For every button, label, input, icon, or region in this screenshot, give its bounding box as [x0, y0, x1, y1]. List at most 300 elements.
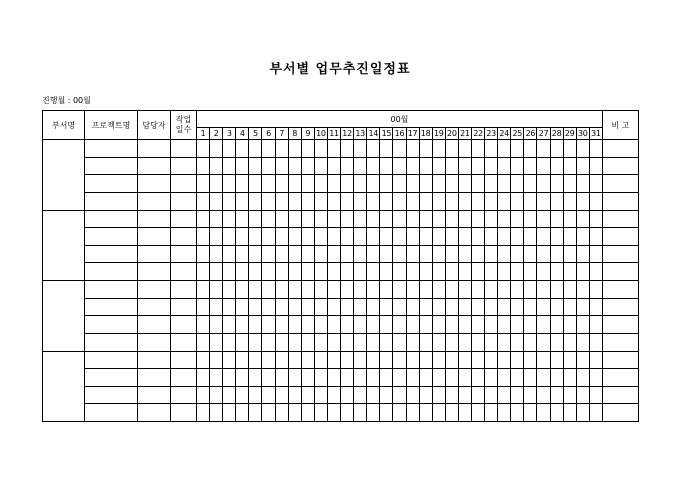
day-cell[interactable] — [223, 281, 236, 299]
day-cell[interactable] — [419, 298, 432, 316]
day-cell[interactable] — [301, 351, 314, 369]
note-cell[interactable] — [602, 263, 638, 281]
day-cell[interactable] — [498, 140, 511, 158]
day-cell[interactable] — [419, 316, 432, 334]
day-cell[interactable] — [563, 228, 576, 246]
day-cell[interactable] — [314, 140, 327, 158]
day-cell[interactable] — [445, 140, 458, 158]
day-cell[interactable] — [288, 140, 301, 158]
day-cell[interactable] — [354, 228, 367, 246]
project-cell[interactable] — [85, 298, 138, 316]
day-cell[interactable] — [197, 228, 210, 246]
day-cell[interactable] — [550, 333, 563, 351]
day-cell[interactable] — [327, 281, 340, 299]
day-cell[interactable] — [367, 369, 380, 387]
day-cell[interactable] — [210, 316, 223, 334]
day-cell[interactable] — [288, 298, 301, 316]
day-cell[interactable] — [432, 228, 445, 246]
day-cell[interactable] — [262, 263, 275, 281]
note-cell[interactable] — [602, 404, 638, 422]
day-cell[interactable] — [262, 351, 275, 369]
day-cell[interactable] — [223, 192, 236, 210]
day-cell[interactable] — [327, 210, 340, 228]
day-cell[interactable] — [419, 369, 432, 387]
day-cell[interactable] — [589, 369, 602, 387]
day-cell[interactable] — [327, 228, 340, 246]
day-cell[interactable] — [301, 369, 314, 387]
day-cell[interactable] — [197, 140, 210, 158]
day-cell[interactable] — [406, 140, 419, 158]
day-cell[interactable] — [537, 351, 550, 369]
day-cell[interactable] — [432, 386, 445, 404]
day-cell[interactable] — [249, 298, 262, 316]
day-cell[interactable] — [341, 140, 354, 158]
day-cell[interactable] — [393, 175, 406, 193]
day-cell[interactable] — [288, 386, 301, 404]
day-cell[interactable] — [301, 316, 314, 334]
day-cell[interactable] — [197, 404, 210, 422]
work-days-cell[interactable] — [171, 228, 197, 246]
note-cell[interactable] — [602, 281, 638, 299]
day-cell[interactable] — [524, 228, 537, 246]
project-cell[interactable] — [85, 281, 138, 299]
day-cell[interactable] — [301, 404, 314, 422]
day-cell[interactable] — [445, 175, 458, 193]
day-cell[interactable] — [458, 404, 471, 422]
day-cell[interactable] — [432, 333, 445, 351]
day-cell[interactable] — [210, 386, 223, 404]
day-cell[interactable] — [262, 157, 275, 175]
day-cell[interactable] — [223, 228, 236, 246]
work-days-cell[interactable] — [171, 263, 197, 281]
day-cell[interactable] — [485, 175, 498, 193]
day-cell[interactable] — [524, 245, 537, 263]
day-cell[interactable] — [537, 263, 550, 281]
manager-cell[interactable] — [138, 281, 171, 299]
day-cell[interactable] — [511, 263, 524, 281]
project-cell[interactable] — [85, 140, 138, 158]
project-cell[interactable] — [85, 210, 138, 228]
day-cell[interactable] — [485, 333, 498, 351]
day-cell[interactable] — [380, 404, 393, 422]
day-cell[interactable] — [367, 175, 380, 193]
day-cell[interactable] — [589, 210, 602, 228]
day-cell[interactable] — [354, 298, 367, 316]
day-cell[interactable] — [563, 175, 576, 193]
day-cell[interactable] — [262, 386, 275, 404]
day-cell[interactable] — [301, 175, 314, 193]
day-cell[interactable] — [275, 316, 288, 334]
day-cell[interactable] — [249, 333, 262, 351]
day-cell[interactable] — [236, 404, 249, 422]
day-cell[interactable] — [471, 175, 484, 193]
manager-cell[interactable] — [138, 404, 171, 422]
day-cell[interactable] — [563, 404, 576, 422]
day-cell[interactable] — [341, 369, 354, 387]
day-cell[interactable] — [275, 281, 288, 299]
project-cell[interactable] — [85, 175, 138, 193]
day-cell[interactable] — [445, 192, 458, 210]
manager-cell[interactable] — [138, 175, 171, 193]
day-cell[interactable] — [223, 316, 236, 334]
day-cell[interactable] — [485, 298, 498, 316]
day-cell[interactable] — [210, 175, 223, 193]
day-cell[interactable] — [197, 281, 210, 299]
day-cell[interactable] — [197, 351, 210, 369]
day-cell[interactable] — [393, 386, 406, 404]
day-cell[interactable] — [288, 333, 301, 351]
day-cell[interactable] — [589, 316, 602, 334]
day-cell[interactable] — [511, 386, 524, 404]
day-cell[interactable] — [223, 351, 236, 369]
day-cell[interactable] — [288, 157, 301, 175]
day-cell[interactable] — [485, 157, 498, 175]
day-cell[interactable] — [210, 298, 223, 316]
day-cell[interactable] — [288, 281, 301, 299]
day-cell[interactable] — [524, 210, 537, 228]
day-cell[interactable] — [471, 281, 484, 299]
day-cell[interactable] — [275, 351, 288, 369]
day-cell[interactable] — [367, 210, 380, 228]
project-cell[interactable] — [85, 351, 138, 369]
day-cell[interactable] — [485, 192, 498, 210]
note-cell[interactable] — [602, 192, 638, 210]
day-cell[interactable] — [485, 210, 498, 228]
note-cell[interactable] — [602, 369, 638, 387]
day-cell[interactable] — [406, 228, 419, 246]
day-cell[interactable] — [327, 263, 340, 281]
day-cell[interactable] — [301, 228, 314, 246]
note-cell[interactable] — [602, 140, 638, 158]
day-cell[interactable] — [576, 351, 589, 369]
day-cell[interactable] — [498, 210, 511, 228]
day-cell[interactable] — [485, 369, 498, 387]
day-cell[interactable] — [498, 157, 511, 175]
manager-cell[interactable] — [138, 351, 171, 369]
day-cell[interactable] — [341, 245, 354, 263]
day-cell[interactable] — [419, 228, 432, 246]
day-cell[interactable] — [589, 386, 602, 404]
day-cell[interactable] — [458, 263, 471, 281]
day-cell[interactable] — [223, 298, 236, 316]
day-cell[interactable] — [262, 369, 275, 387]
day-cell[interactable] — [498, 263, 511, 281]
day-cell[interactable] — [367, 263, 380, 281]
day-cell[interactable] — [471, 192, 484, 210]
day-cell[interactable] — [589, 351, 602, 369]
day-cell[interactable] — [537, 298, 550, 316]
day-cell[interactable] — [432, 298, 445, 316]
day-cell[interactable] — [498, 298, 511, 316]
day-cell[interactable] — [249, 192, 262, 210]
day-cell[interactable] — [432, 157, 445, 175]
day-cell[interactable] — [550, 404, 563, 422]
day-cell[interactable] — [327, 157, 340, 175]
note-cell[interactable] — [602, 245, 638, 263]
day-cell[interactable] — [458, 245, 471, 263]
day-cell[interactable] — [249, 228, 262, 246]
day-cell[interactable] — [498, 369, 511, 387]
day-cell[interactable] — [314, 404, 327, 422]
day-cell[interactable] — [197, 175, 210, 193]
day-cell[interactable] — [341, 281, 354, 299]
day-cell[interactable] — [197, 298, 210, 316]
day-cell[interactable] — [445, 245, 458, 263]
day-cell[interactable] — [275, 175, 288, 193]
day-cell[interactable] — [236, 140, 249, 158]
day-cell[interactable] — [314, 316, 327, 334]
day-cell[interactable] — [445, 298, 458, 316]
day-cell[interactable] — [249, 157, 262, 175]
day-cell[interactable] — [288, 175, 301, 193]
day-cell[interactable] — [406, 298, 419, 316]
day-cell[interactable] — [589, 263, 602, 281]
day-cell[interactable] — [406, 263, 419, 281]
day-cell[interactable] — [511, 333, 524, 351]
day-cell[interactable] — [471, 404, 484, 422]
day-cell[interactable] — [223, 175, 236, 193]
day-cell[interactable] — [485, 140, 498, 158]
day-cell[interactable] — [288, 245, 301, 263]
day-cell[interactable] — [301, 298, 314, 316]
manager-cell[interactable] — [138, 245, 171, 263]
day-cell[interactable] — [197, 369, 210, 387]
day-cell[interactable] — [367, 192, 380, 210]
manager-cell[interactable] — [138, 140, 171, 158]
day-cell[interactable] — [576, 175, 589, 193]
day-cell[interactable] — [406, 333, 419, 351]
manager-cell[interactable] — [138, 316, 171, 334]
day-cell[interactable] — [236, 210, 249, 228]
day-cell[interactable] — [275, 333, 288, 351]
day-cell[interactable] — [262, 404, 275, 422]
day-cell[interactable] — [406, 404, 419, 422]
day-cell[interactable] — [380, 192, 393, 210]
manager-cell[interactable] — [138, 157, 171, 175]
day-cell[interactable] — [354, 369, 367, 387]
day-cell[interactable] — [498, 386, 511, 404]
day-cell[interactable] — [485, 404, 498, 422]
day-cell[interactable] — [314, 333, 327, 351]
day-cell[interactable] — [197, 386, 210, 404]
day-cell[interactable] — [485, 263, 498, 281]
day-cell[interactable] — [406, 316, 419, 334]
project-cell[interactable] — [85, 157, 138, 175]
day-cell[interactable] — [589, 157, 602, 175]
day-cell[interactable] — [576, 157, 589, 175]
work-days-cell[interactable] — [171, 316, 197, 334]
day-cell[interactable] — [380, 386, 393, 404]
day-cell[interactable] — [498, 316, 511, 334]
day-cell[interactable] — [223, 369, 236, 387]
day-cell[interactable] — [471, 333, 484, 351]
day-cell[interactable] — [432, 210, 445, 228]
day-cell[interactable] — [419, 210, 432, 228]
day-cell[interactable] — [223, 157, 236, 175]
day-cell[interactable] — [524, 157, 537, 175]
day-cell[interactable] — [327, 192, 340, 210]
day-cell[interactable] — [393, 369, 406, 387]
day-cell[interactable] — [432, 369, 445, 387]
day-cell[interactable] — [380, 369, 393, 387]
day-cell[interactable] — [380, 263, 393, 281]
day-cell[interactable] — [458, 351, 471, 369]
day-cell[interactable] — [550, 351, 563, 369]
day-cell[interactable] — [419, 333, 432, 351]
day-cell[interactable] — [393, 404, 406, 422]
day-cell[interactable] — [288, 228, 301, 246]
dept-cell[interactable] — [43, 140, 85, 211]
day-cell[interactable] — [458, 210, 471, 228]
day-cell[interactable] — [367, 386, 380, 404]
day-cell[interactable] — [288, 351, 301, 369]
day-cell[interactable] — [537, 157, 550, 175]
day-cell[interactable] — [314, 298, 327, 316]
day-cell[interactable] — [210, 192, 223, 210]
day-cell[interactable] — [576, 298, 589, 316]
day-cell[interactable] — [524, 281, 537, 299]
day-cell[interactable] — [341, 175, 354, 193]
day-cell[interactable] — [498, 192, 511, 210]
day-cell[interactable] — [367, 245, 380, 263]
dept-cell[interactable] — [43, 281, 85, 352]
day-cell[interactable] — [563, 369, 576, 387]
day-cell[interactable] — [327, 369, 340, 387]
day-cell[interactable] — [249, 386, 262, 404]
work-days-cell[interactable] — [171, 333, 197, 351]
day-cell[interactable] — [197, 245, 210, 263]
day-cell[interactable] — [445, 333, 458, 351]
day-cell[interactable] — [197, 263, 210, 281]
day-cell[interactable] — [471, 157, 484, 175]
day-cell[interactable] — [524, 263, 537, 281]
day-cell[interactable] — [550, 228, 563, 246]
day-cell[interactable] — [406, 245, 419, 263]
day-cell[interactable] — [275, 369, 288, 387]
day-cell[interactable] — [197, 210, 210, 228]
day-cell[interactable] — [314, 175, 327, 193]
day-cell[interactable] — [236, 192, 249, 210]
day-cell[interactable] — [223, 263, 236, 281]
day-cell[interactable] — [288, 316, 301, 334]
manager-cell[interactable] — [138, 210, 171, 228]
day-cell[interactable] — [458, 386, 471, 404]
day-cell[interactable] — [327, 245, 340, 263]
day-cell[interactable] — [537, 228, 550, 246]
work-days-cell[interactable] — [171, 175, 197, 193]
work-days-cell[interactable] — [171, 140, 197, 158]
note-cell[interactable] — [602, 316, 638, 334]
day-cell[interactable] — [249, 210, 262, 228]
manager-cell[interactable] — [138, 192, 171, 210]
day-cell[interactable] — [511, 351, 524, 369]
project-cell[interactable] — [85, 228, 138, 246]
work-days-cell[interactable] — [171, 157, 197, 175]
day-cell[interactable] — [223, 386, 236, 404]
day-cell[interactable] — [432, 140, 445, 158]
day-cell[interactable] — [537, 245, 550, 263]
day-cell[interactable] — [563, 316, 576, 334]
day-cell[interactable] — [327, 404, 340, 422]
day-cell[interactable] — [354, 175, 367, 193]
day-cell[interactable] — [550, 298, 563, 316]
day-cell[interactable] — [511, 316, 524, 334]
day-cell[interactable] — [550, 316, 563, 334]
day-cell[interactable] — [445, 157, 458, 175]
day-cell[interactable] — [550, 386, 563, 404]
day-cell[interactable] — [380, 351, 393, 369]
day-cell[interactable] — [367, 316, 380, 334]
day-cell[interactable] — [471, 245, 484, 263]
day-cell[interactable] — [432, 316, 445, 334]
day-cell[interactable] — [589, 175, 602, 193]
day-cell[interactable] — [275, 263, 288, 281]
day-cell[interactable] — [341, 351, 354, 369]
day-cell[interactable] — [537, 369, 550, 387]
day-cell[interactable] — [419, 386, 432, 404]
day-cell[interactable] — [589, 228, 602, 246]
day-cell[interactable] — [419, 140, 432, 158]
day-cell[interactable] — [563, 263, 576, 281]
day-cell[interactable] — [275, 140, 288, 158]
day-cell[interactable] — [301, 281, 314, 299]
day-cell[interactable] — [537, 175, 550, 193]
day-cell[interactable] — [445, 351, 458, 369]
work-days-cell[interactable] — [171, 210, 197, 228]
day-cell[interactable] — [393, 228, 406, 246]
day-cell[interactable] — [458, 369, 471, 387]
day-cell[interactable] — [524, 298, 537, 316]
day-cell[interactable] — [249, 281, 262, 299]
day-cell[interactable] — [406, 281, 419, 299]
day-cell[interactable] — [511, 210, 524, 228]
day-cell[interactable] — [210, 245, 223, 263]
day-cell[interactable] — [393, 157, 406, 175]
manager-cell[interactable] — [138, 386, 171, 404]
day-cell[interactable] — [419, 157, 432, 175]
day-cell[interactable] — [563, 157, 576, 175]
day-cell[interactable] — [275, 192, 288, 210]
day-cell[interactable] — [511, 281, 524, 299]
day-cell[interactable] — [419, 245, 432, 263]
day-cell[interactable] — [498, 404, 511, 422]
day-cell[interactable] — [589, 333, 602, 351]
day-cell[interactable] — [210, 210, 223, 228]
day-cell[interactable] — [511, 192, 524, 210]
day-cell[interactable] — [406, 175, 419, 193]
day-cell[interactable] — [380, 175, 393, 193]
day-cell[interactable] — [563, 281, 576, 299]
note-cell[interactable] — [602, 228, 638, 246]
day-cell[interactable] — [393, 351, 406, 369]
day-cell[interactable] — [380, 140, 393, 158]
day-cell[interactable] — [563, 210, 576, 228]
day-cell[interactable] — [380, 157, 393, 175]
day-cell[interactable] — [314, 263, 327, 281]
day-cell[interactable] — [249, 316, 262, 334]
day-cell[interactable] — [341, 333, 354, 351]
day-cell[interactable] — [393, 192, 406, 210]
day-cell[interactable] — [327, 175, 340, 193]
day-cell[interactable] — [498, 245, 511, 263]
day-cell[interactable] — [524, 175, 537, 193]
day-cell[interactable] — [550, 281, 563, 299]
manager-cell[interactable] — [138, 333, 171, 351]
day-cell[interactable] — [393, 281, 406, 299]
day-cell[interactable] — [550, 245, 563, 263]
day-cell[interactable] — [537, 281, 550, 299]
work-days-cell[interactable] — [171, 245, 197, 263]
